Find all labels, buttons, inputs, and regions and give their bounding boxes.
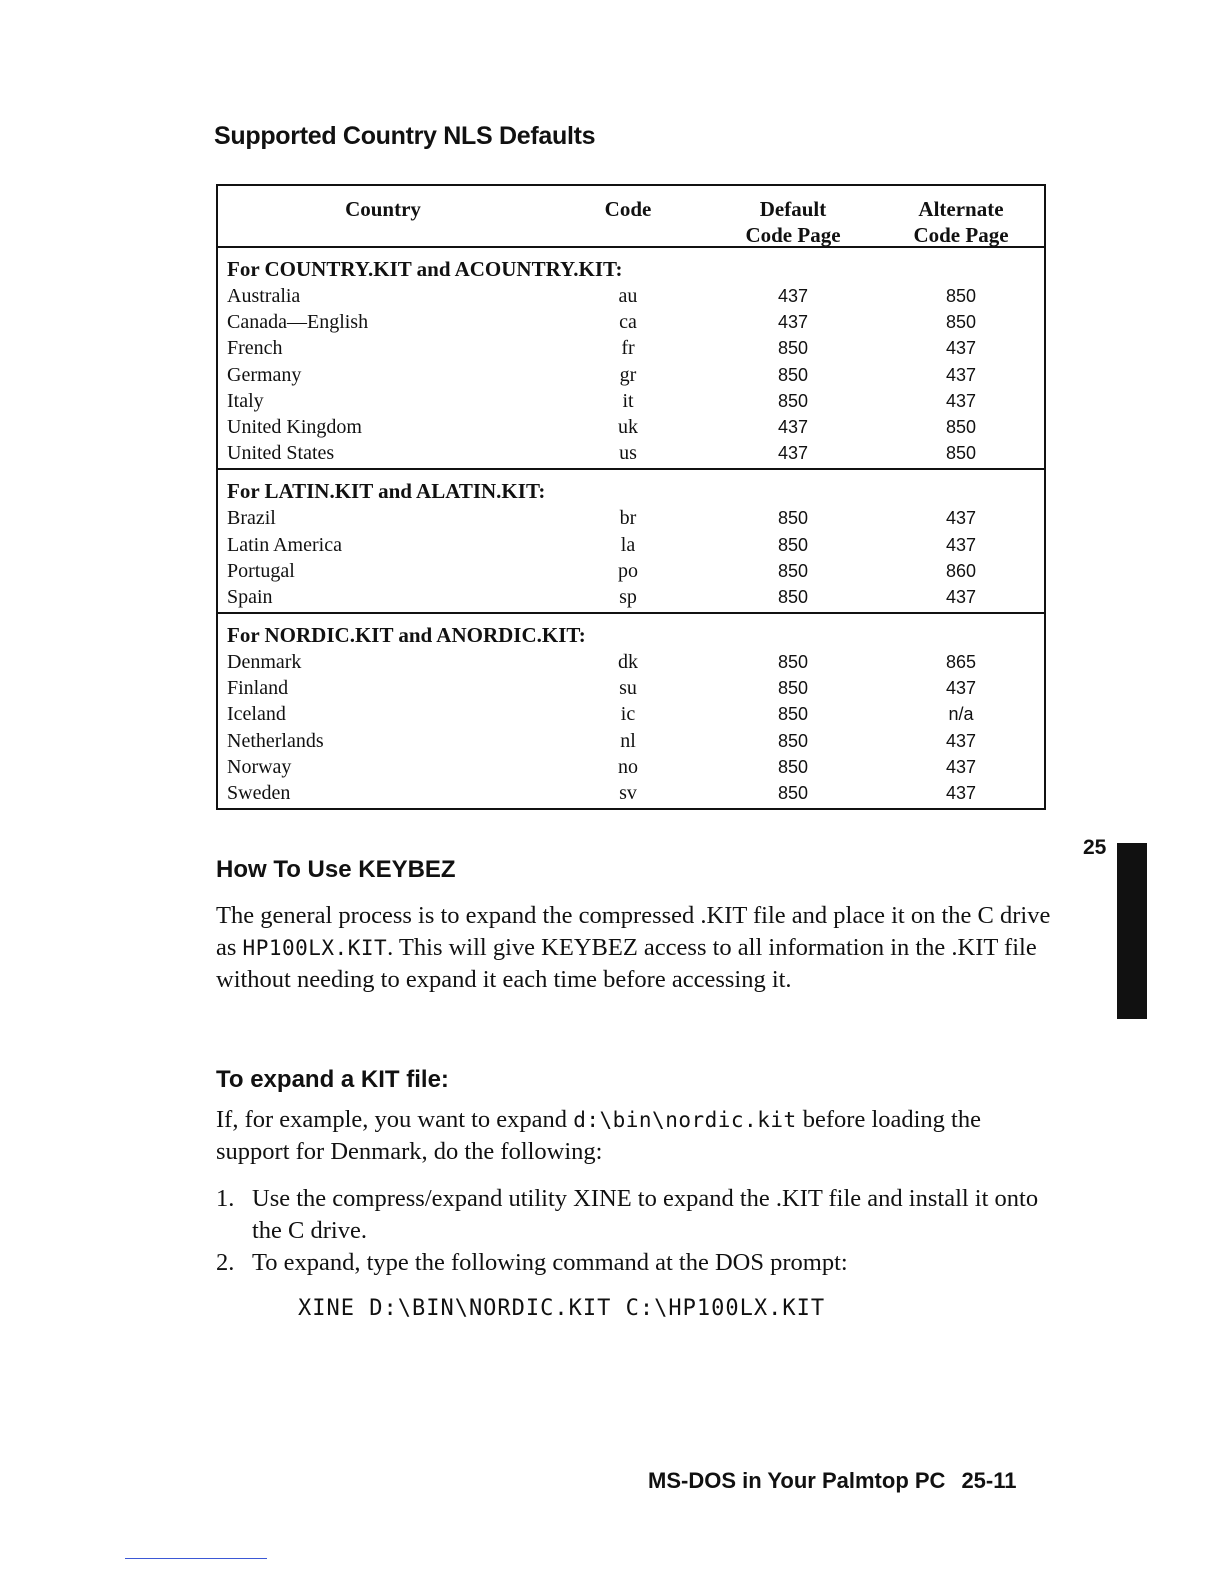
cell-alternate-code-page: 437	[945, 390, 977, 411]
table-group	[218, 248, 1044, 468]
nls-defaults-table	[216, 184, 1046, 810]
cell-alternate-code-page: 437	[945, 783, 977, 803]
cell-country: Australia	[227, 285, 301, 307]
cell-default-code-page: 437	[777, 286, 809, 306]
table-row	[218, 362, 1044, 388]
page-footer	[648, 1468, 1017, 1494]
cell-alternate-code-page: 860	[945, 560, 977, 581]
group-title: For NORDIC.KIT and ANORDIC.KIT:	[227, 623, 586, 648]
cell-code: br	[619, 507, 637, 530]
table-group	[218, 468, 1044, 612]
cell-country: Norway	[227, 755, 292, 778]
chapter-tab-number: 25	[1083, 836, 1107, 859]
keybez-paragraph	[216, 900, 1056, 996]
cell-alternate-code-page: 437	[945, 534, 977, 555]
cell-default-code-page: 850	[777, 364, 809, 385]
cell-alternate-code-page: n/a	[948, 704, 974, 725]
cell-alternate-code-page: 850	[945, 312, 977, 333]
table-row	[218, 388, 1044, 414]
table-row	[218, 505, 1044, 531]
dos-command: XINE D:\BIN\NORDIC.KIT C:\HP100LX.KIT	[298, 1296, 826, 1321]
keybez-text-2: . This will give KEYBEZ access to all information in the .KIT file without needing to expand it each time before accessing it.	[216, 934, 1037, 993]
table-row	[218, 440, 1044, 466]
cell-country: Spain	[227, 585, 273, 608]
keybez-text-1: The general process is to expand the compressed .KIT file and place it on the C drive as	[216, 902, 1051, 961]
cell-code: su	[619, 677, 637, 700]
cell-default-code-page: 850	[777, 534, 809, 555]
cell-code: ic	[620, 703, 636, 726]
cell-country: United States	[227, 442, 335, 465]
table-group	[218, 612, 1044, 808]
table-row	[218, 309, 1044, 335]
header-alternate-line1: Alternate	[918, 197, 1004, 221]
cell-code: gr	[619, 363, 637, 386]
cell-country: Canada—English	[227, 311, 369, 334]
cell-default-code-page: 850	[777, 756, 809, 777]
cell-country: Germany	[227, 363, 302, 386]
cell-country: Portugal	[227, 559, 295, 582]
table-row	[218, 532, 1044, 558]
group-title: For COUNTRY.KIT and ACOUNTRY.KIT:	[227, 257, 623, 281]
step-text: Use the compress/expand utility XINE to expand the .KIT file and install it onto the C drive.	[252, 1185, 1039, 1244]
cell-code: po	[618, 559, 638, 582]
cell-alternate-code-page: 437	[945, 508, 977, 529]
cell-code: au	[618, 285, 638, 307]
steps-list	[216, 1183, 1056, 1279]
header-alternate-line2: Code Page	[913, 223, 1009, 247]
header-default-line2: Code Page	[745, 223, 841, 247]
table-row	[218, 675, 1044, 701]
cell-alternate-code-page: 865	[945, 652, 977, 673]
cell-country: Latin America	[227, 533, 342, 556]
table-row	[218, 584, 1044, 610]
cell-code: la	[620, 533, 636, 556]
cell-default-code-page: 437	[777, 416, 809, 437]
cell-alternate-code-page: 437	[945, 586, 977, 607]
table-body	[218, 248, 1044, 808]
footnote-rule	[125, 1558, 267, 1559]
table-row	[218, 649, 1044, 675]
step-text: To expand, type the following command at the DOS prompt:	[252, 1249, 848, 1276]
cell-alternate-code-page: 850	[945, 416, 977, 437]
cell-alternate-code-page: 437	[945, 338, 977, 359]
cell-country: Denmark	[227, 651, 302, 674]
table-row	[218, 414, 1044, 440]
cell-country: Italy	[227, 389, 264, 412]
header-default-code-page	[708, 196, 878, 246]
expand-paragraph	[216, 1104, 1056, 1168]
cell-code: dk	[618, 651, 638, 674]
chapter-tab-marker	[1117, 843, 1147, 1019]
table-row	[218, 558, 1044, 584]
cell-country: Brazil	[227, 507, 276, 530]
table-row	[218, 754, 1044, 780]
list-item	[216, 1183, 1056, 1247]
page-title: Supported Country NLS Defaults	[214, 122, 596, 150]
cell-default-code-page: 437	[777, 312, 809, 333]
cell-default-code-page: 850	[777, 704, 809, 725]
cell-alternate-code-page: 437	[945, 756, 977, 777]
cell-default-code-page: 437	[777, 443, 809, 464]
cell-default-code-page: 850	[777, 508, 809, 529]
cell-code: it	[622, 389, 634, 412]
step-number: 2.	[216, 1249, 235, 1276]
cell-code: sp	[619, 585, 637, 608]
footer-title: MS-DOS in Your Palmtop PC	[648, 1468, 946, 1493]
cell-code: us	[619, 442, 637, 465]
cell-code: no	[618, 755, 638, 778]
cell-alternate-code-page: 850	[945, 286, 977, 306]
cell-alternate-code-page: 437	[945, 730, 977, 751]
cell-alternate-code-page: 437	[945, 678, 977, 699]
table-row	[218, 283, 1044, 309]
cell-code: fr	[621, 337, 635, 360]
cell-country: French	[227, 337, 283, 360]
cell-default-code-page: 850	[777, 338, 809, 359]
cell-default-code-page: 850	[777, 652, 809, 673]
cell-alternate-code-page: 850	[945, 443, 977, 464]
table-header	[218, 186, 1044, 248]
cell-country: Finland	[227, 677, 289, 700]
cell-default-code-page: 850	[777, 730, 809, 751]
cell-code: uk	[618, 415, 638, 438]
table-row	[218, 335, 1044, 361]
table-row	[218, 728, 1044, 754]
cell-code: sv	[619, 782, 637, 804]
cell-alternate-code-page: 437	[945, 364, 977, 385]
group-title: For LATIN.KIT and ALATIN.KIT:	[227, 479, 546, 504]
expand-text-2: before loading the support for Denmark, do the following:	[216, 1106, 981, 1165]
cell-country: Sweden	[227, 782, 291, 804]
cell-default-code-page: 850	[777, 783, 809, 803]
cell-country: Iceland	[227, 703, 286, 726]
expand-path: d:\bin\nordic.kit	[573, 1108, 797, 1132]
table-row	[218, 780, 1044, 806]
cell-code: ca	[619, 311, 637, 334]
step-number: 1.	[216, 1185, 235, 1212]
header-alternate-code-page	[878, 196, 1044, 246]
page-number: 25-11	[961, 1468, 1017, 1493]
section-heading-expand: To expand a KIT file:	[216, 1066, 449, 1093]
list-item	[216, 1247, 1056, 1279]
header-country: Country	[345, 197, 421, 221]
cell-default-code-page: 850	[777, 678, 809, 699]
header-default-line1: Default	[759, 197, 827, 221]
section-heading-keybez: How To Use KEYBEZ	[216, 856, 456, 883]
cell-default-code-page: 850	[777, 390, 809, 411]
header-code: Code	[604, 197, 652, 221]
cell-country: Netherlands	[227, 729, 324, 752]
cell-country: United Kingdom	[227, 415, 362, 438]
expand-text-1: If, for example, you want to expand	[216, 1106, 574, 1133]
table-row	[218, 701, 1044, 727]
cell-default-code-page: 850	[777, 560, 809, 581]
cell-code: nl	[620, 729, 636, 752]
keybez-filename: HP100LX.KIT	[242, 936, 388, 960]
cell-default-code-page: 850	[777, 586, 809, 607]
